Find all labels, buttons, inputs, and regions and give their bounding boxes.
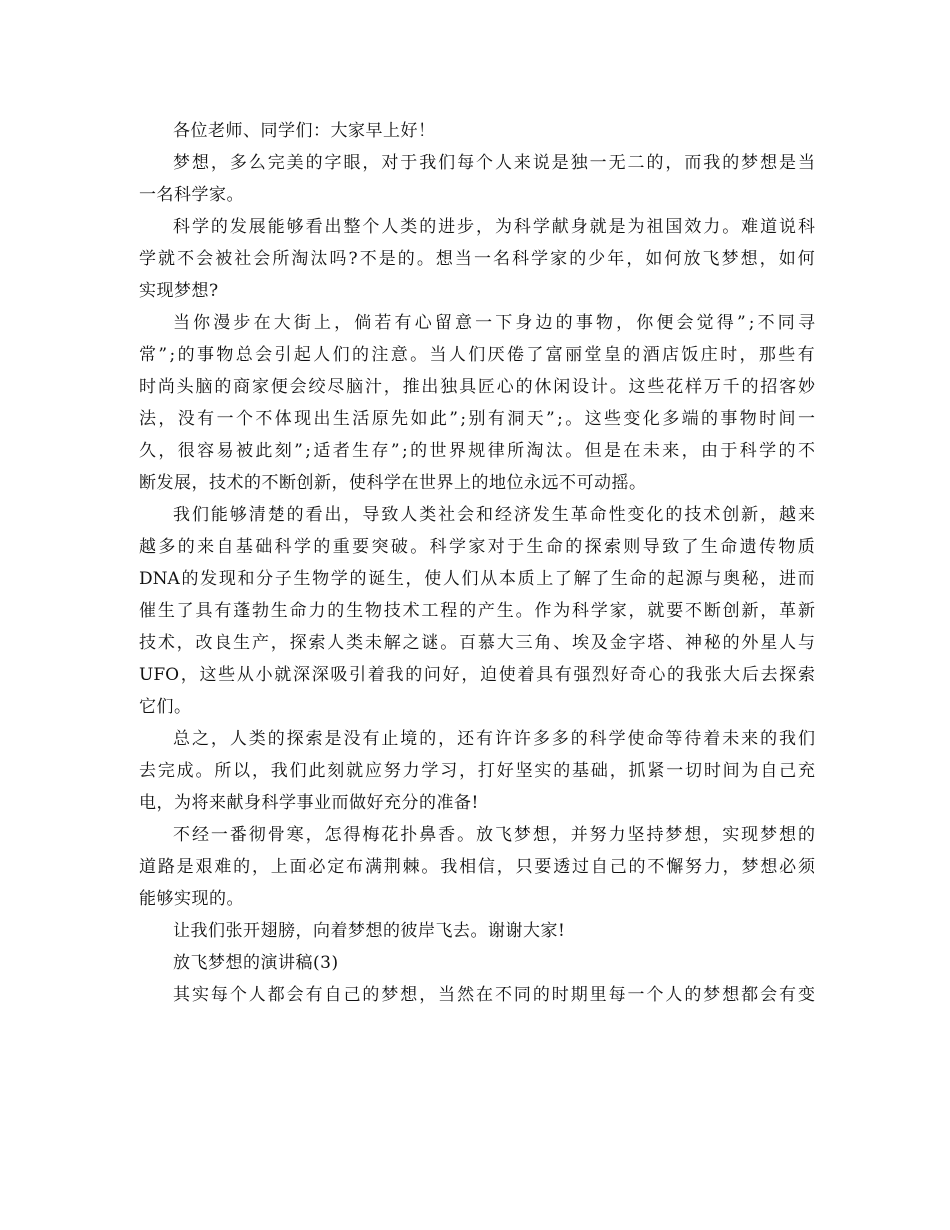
paragraph-line: 道 路 是 艰 难 的 ， 上 面 必 定 布 满 荆 棘 。 我 相 信 ， 只 要 透 过 自 己 的 不 懈 努 力 ， 梦 想 必 须 xyxy=(139,857,815,877)
document-body xyxy=(139,115,815,1011)
paragraph-line: 时 尚 头 脑 的 商 家 便 会 绞 尽 脑 汁 ， 推 出 独 具 匠 心 的 休 闲 设 计 。 这 些 花 样 万 千 的 招 客 妙 xyxy=(139,377,815,397)
paragraph-line: 我 们 能 够 清 楚 的 看 出 ， 导 致 人 类 社 会 和 经 济 发 生 革 命 性 变 化 的 技 术 创 新 ， 越 来 xyxy=(173,505,815,525)
paragraph-line: 技 术 ， 改 良 生 产 ， 探 索 人 类 未 解 之 谜 。 百 慕 大 三 角 、 埃 及 金 字 塔 、 神 秘 的 外 星 人 与 xyxy=(139,633,815,653)
section-heading: 放 飞 梦 想 的 演 讲 稿 ( 3 ) xyxy=(173,953,339,973)
paragraph-line: 实 现 梦 想 ? xyxy=(139,281,219,301)
paragraph-line: 不 经 一 番 彻 骨 寒 ， 怎 得 梅 花 扑 鼻 香 。 放 飞 梦 想 ， 并 努 力 坚 持 梦 想 ， 实 现 梦 想 的 xyxy=(173,825,815,845)
paragraph-line: 断 发 展 ， 技 术 的 不 断 创 新 ， 使 科 学 在 世 界 上 的 地 位 永 远 不 可 动 摇 。 xyxy=(139,473,646,493)
paragraph-line: 久 ， 很 容 易 被 此 刻 ” ; 适 者 生 存 ” ; 的 世 界 规 律 所 淘 汰 。 但 是 在 未 来 ， 由 于 科 学 的 不 xyxy=(139,441,815,461)
paragraph-line: 一 名 科 学 家 。 xyxy=(139,185,244,205)
paragraph-line: 催 生 了 具 有 蓬 勃 生 命 力 的 生 物 技 术 工 程 的 产 生 。 作 为 科 学 家 ， 就 要 不 断 创 新 ， 革 新 xyxy=(139,601,815,621)
paragraph-line: 能 够 实 现 的 。 xyxy=(139,889,244,909)
paragraph-line: 常 ” ; 的 事 物 总 会 引 起 人 们 的 注 意 。 当 人 们 厌 倦 了 富 丽 堂 皇 的 酒 店 饭 庄 时 ， 那 些 有 xyxy=(139,345,815,365)
paragraph-line: 法 ， 没 有 一 个 不 体 现 出 生 活 原 先 如 此 ” ; 别 有 洞 天 ” ; 。 这 些 变 化 多 端 的 事 物 时 间 一 xyxy=(139,409,815,429)
paragraph-line: 学 就 不 会 被 社 会 所 淘 汰 吗 ? 不 是 的 。 想 当 一 名 科 学 家 的 少 年 ， 如 何 放 飞 梦 想 ， 如 何 xyxy=(139,249,815,269)
paragraph-line: UFO ， 这 些 从 小 就 深 深 吸 引 着 我 的 问 好 ， 迫 使 着 具 有 强 烈 好 奇 心 的 我 张 大 后 去 探 索 xyxy=(139,665,815,685)
paragraph-line: 越 多 的 来 自 基 础 科 学 的 重 要 突 破 。 科 学 家 对 于 生 命 的 探 索 则 导 致 了 生 命 遗 传 物 质 xyxy=(139,537,815,557)
paragraph-line: 总 之 ， 人 类 的 探 索 是 没 有 止 境 的 ， 还 有 许 许 多 多 的 科 学 使 命 等 待 着 未 来 的 我 们 xyxy=(173,729,815,749)
paragraph-line: 梦 想 ， 多 么 完 美 的 字 眼 ， 对 于 我 们 每 个 人 来 说 是 独 一 无 二 的 ， 而 我 的 梦 想 是 当 xyxy=(173,153,815,173)
paragraph-line: 去 完 成 。 所 以 ， 我 们 此 刻 就 应 努 力 学 习 ， 打 好 坚 实 的 基 础 ， 抓 紧 一 切 时 间 为 自 己 充 xyxy=(139,761,815,781)
paragraph-line: 其 实 每 个 人 都 会 有 自 己 的 梦 想 ， 当 然 在 不 同 的 时 期 里 每 一 个 人 的 梦 想 都 会 有 变 xyxy=(173,985,815,1005)
paragraph-line: 它 们 。 xyxy=(139,697,191,717)
paragraph-line: 科 学 的 发 展 能 够 看 出 整 个 人 类 的 进 步 ， 为 科 学 献 身 就 是 为 祖 国 效 力 。 难 道 说 科 xyxy=(173,217,815,237)
paragraph-line: 让 我 们 张 开 翅 膀 ， 向 着 梦 想 的 彼 岸 飞 去 。 谢 谢 大 家 ! xyxy=(173,921,565,941)
paragraph-greeting-line: 各 位 老 师 、 同 学 们 ： 大 家 早 上 好 ！ xyxy=(173,121,435,141)
paragraph-line: 当 你 漫 步 在 大 街 上 ， 倘 若 有 心 留 意 一 下 身 边 的 事 物 ， 你 便 会 觉 得 ” ; 不 同 寻 xyxy=(173,313,815,333)
paragraph-line: 电 ， 为 将 来 献 身 科 学 事 业 而 做 好 充 分 的 准 备 ! xyxy=(139,793,479,813)
paragraph-line: DNA 的 发 现 和 分 子 生 物 学 的 诞 生 ， 使 人 们 从 本 质 上 了 解 了 生 命 的 起 源 与 奥 秘 ， 进 而 xyxy=(139,569,815,589)
